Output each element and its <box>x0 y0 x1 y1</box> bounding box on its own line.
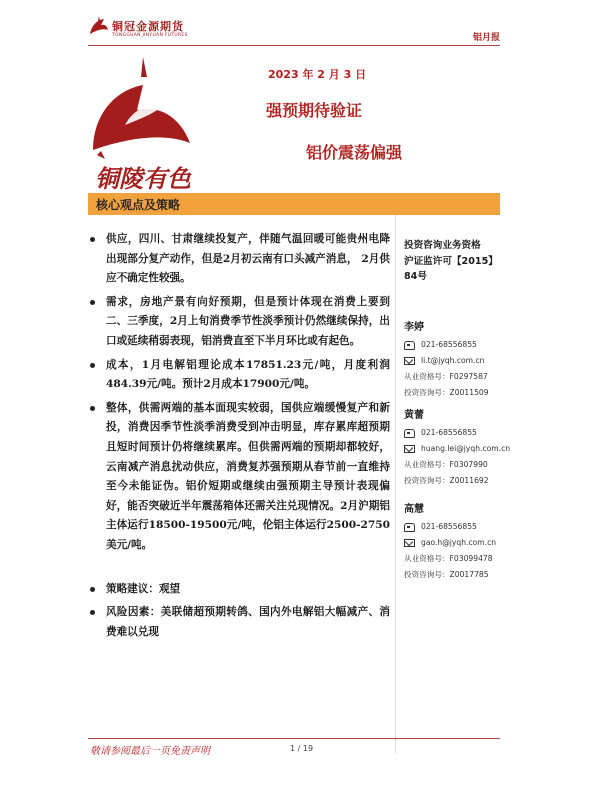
column-divider <box>395 215 396 753</box>
analyst-phone: 021-68556855 <box>421 428 477 437</box>
report-type: 铝月报 <box>472 33 500 43</box>
list-item <box>88 356 390 395</box>
qualification-title: 投资咨询业务资格 <box>404 240 481 251</box>
qualification-license: 沪证监许可【2015】84号 <box>404 256 498 282</box>
mail-icon <box>404 357 415 365</box>
bullet-icon <box>90 587 95 592</box>
analyst-phone: 021-68556855 <box>421 522 477 531</box>
analyst-name: 高慧 <box>404 504 424 515</box>
list-item <box>88 230 390 289</box>
list-item <box>88 603 390 642</box>
bullet-icon <box>90 363 95 368</box>
bullet-text: 成本，1月电解铝理论成本17851.23元/吨，月度利润484.39元/吨。预计2月成本17900元/吨。 <box>106 358 390 391</box>
analyst-email[interactable]: huang.lei@jyqh.com.cn <box>421 444 511 453</box>
mail-icon <box>404 539 415 547</box>
analyst-card <box>404 406 514 489</box>
mail-icon <box>404 445 415 453</box>
list-item <box>88 399 390 556</box>
phone-icon <box>404 429 415 438</box>
practice-number: 从业资格号：F0307990 <box>404 460 488 469</box>
bullet-text: 风险因素：美联储超预期转鸽、国内外电解铝大幅减产、消费难以兑现 <box>106 606 390 638</box>
bullet-icon <box>90 300 95 305</box>
emblem-calligraphy: 铜陵有色 <box>95 164 191 193</box>
practice-number: 从业资格号：F03099478 <box>404 554 493 563</box>
report-title-line2: 铝价震荡偏强 <box>306 143 403 162</box>
list-item <box>88 293 390 352</box>
invest-number: 投资咨询号：Z0011509 <box>404 388 489 397</box>
bullet-icon <box>90 610 95 615</box>
analyst-card <box>404 500 514 583</box>
phone-icon <box>404 523 415 532</box>
bullet-icon <box>90 406 95 411</box>
report-date: 2023 年 2 月 3 日 <box>268 68 367 81</box>
practice-number: 从业资格号：F0297587 <box>404 372 488 381</box>
brand-name: 铜冠金源期货 <box>112 20 184 33</box>
bullet-text: 策略建议：观望 <box>106 582 181 595</box>
bullet-icon <box>90 237 95 242</box>
brand-logo-icon <box>88 14 110 36</box>
brand-name-english: TONGGUAN JINYUAN FUTURES <box>112 33 188 38</box>
company-emblem <box>85 55 205 195</box>
bullet-text: 整体，供需两端的基本面现实较弱，国供应端缓慢复产和新投，消费因季节性淡季消费受到冲击明显，库存累库超预期且短时间预计仍将继续累库。但供需两端的预期却都较好，云南减产消息扰动供应，消费复苏强预期从春节前一直维持至今未能证伪。铝价短期或继续由强预期主导预计表现偏好，能否突破近半年震荡箱体还需关注兑现情况。2月沪期铝主体运行18500-19500元/吨，伦铝主体运行2500-2750美元/吨。 <box>106 401 390 551</box>
section-title: 核心观点及策略 <box>96 198 181 212</box>
invest-number: 投资咨询号：Z0011692 <box>404 476 489 485</box>
footer-divider <box>88 738 500 739</box>
key-points-list <box>88 230 390 646</box>
analyst-name: 黄蕾 <box>404 410 424 421</box>
analyst-email[interactable]: li.t@jyqh.com.cn <box>421 356 485 365</box>
phone-icon <box>404 341 415 350</box>
page-number: 1 / 19 <box>290 744 314 753</box>
analyst-email[interactable]: gao.h@jyqh.com.cn <box>421 538 497 547</box>
header-divider <box>88 45 500 46</box>
bullet-text: 供应，四川、甘肃继续投复产，伴随气温回暖可能贵州电降出现部分复产动作，但是2月初云南有口头减产消息， 2月供应不确定性较强。 <box>106 233 390 285</box>
analyst-name: 李婷 <box>404 322 424 333</box>
analyst-phone: 021-68556855 <box>421 340 477 349</box>
report-title-line1: 强预期待验证 <box>266 101 363 120</box>
invest-number: 投资咨询号：Z0017785 <box>404 570 489 579</box>
bullet-text: 需求，房地产景有向好预期，但是预计体现在消费上要到二、三季度，2月上旬消费季节性淡季预计仍然继续保持，出口或延续稍弱表现，铝消费直至下半月环比或有起色。 <box>106 295 390 347</box>
list-item <box>88 580 390 600</box>
disclaimer-link[interactable]: 敬请参阅最后一页免责声明 <box>90 746 210 757</box>
analyst-card <box>404 318 514 401</box>
